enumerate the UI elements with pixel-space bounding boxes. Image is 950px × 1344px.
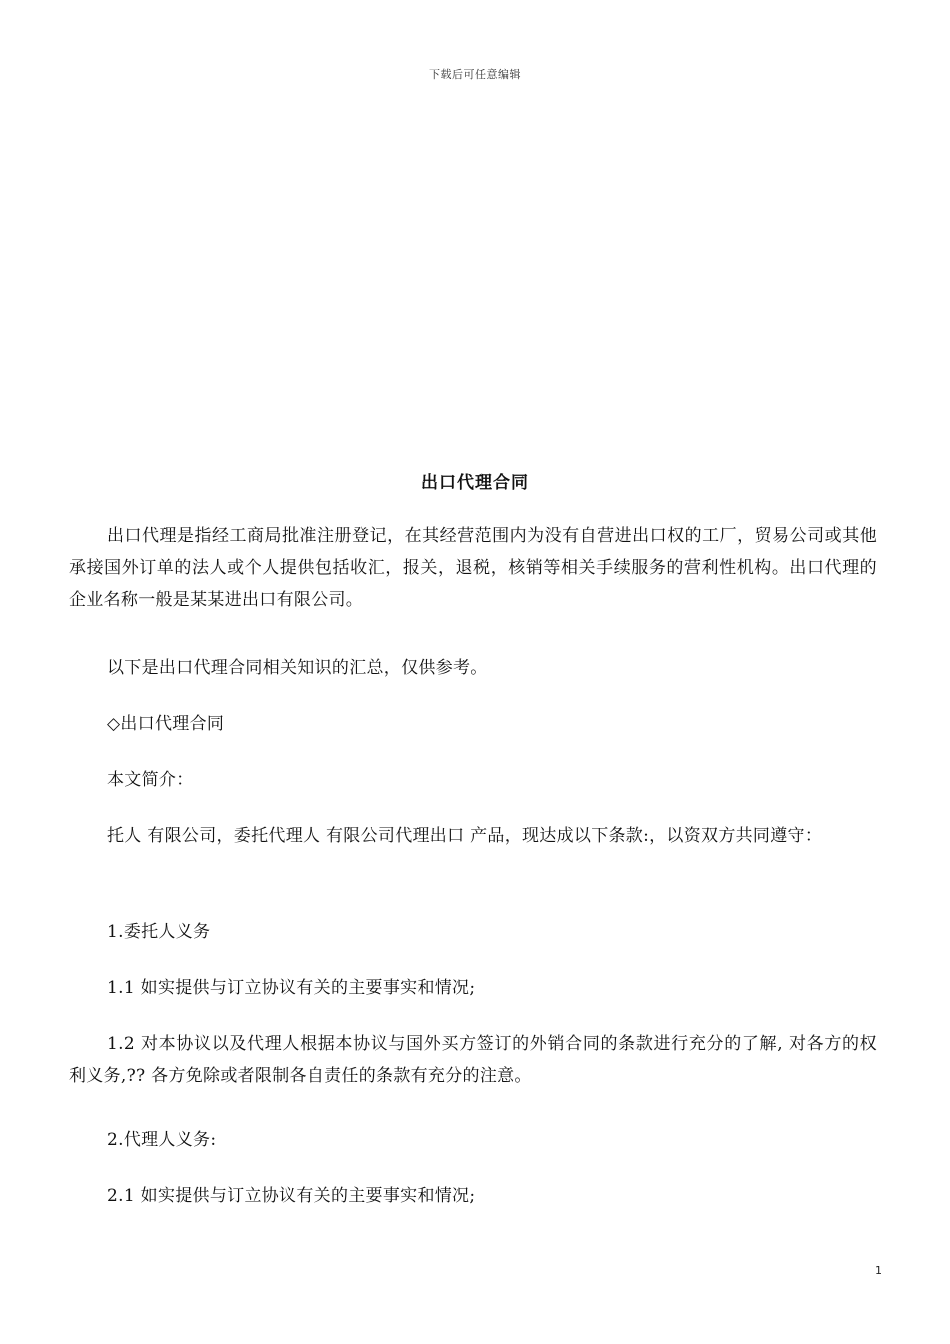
- page-number: 1: [875, 1264, 882, 1277]
- clause-1-2: 1.2 对本协议以及代理人根据本协议与国外买方签订的外销合同的条款进行充分的了解, 对各方的权利义务,?? 各方免除或者限制各自责任的条款有充分的注意。: [69, 1034, 877, 1086]
- section-heading-principal-obligations: 1.委托人义务: [107, 922, 211, 942]
- paragraph-intro: 出口代理是指经工商局批准注册登记，在其经营范围内为没有自营进出口权的工厂，贸易公司或其他承接国外订单的法人或个人提供包括收汇，报关，退税，核销等相关手续服务的营利性机构。出口代理的企业名称一般是某某进出口有限公司。: [69, 526, 877, 610]
- paragraph-contract-heading: ◇出口代理合同: [107, 714, 225, 734]
- paragraph-parties: 托人 有限公司，委托代理人 有限公司代理出口 产品，现达成以下条款:，以资双方共同遵守：: [107, 826, 823, 846]
- paragraph-abstract-label: 本文简介：: [107, 770, 194, 790]
- section-heading-agent-obligations: 2.代理人义务:: [107, 1130, 217, 1150]
- clause-1-1: 1.1 如实提供与订立协议有关的主要事实和情况;: [107, 978, 476, 998]
- paragraph-summary-note: 以下是出口代理合同相关知识的汇总，仅供参考。: [107, 658, 488, 678]
- clause-2-1: 2.1 如实提供与订立协议有关的主要事实和情况;: [107, 1186, 476, 1206]
- document-title: 出口代理合同: [421, 473, 529, 493]
- header-note: 下载后可任意编辑: [429, 68, 521, 81]
